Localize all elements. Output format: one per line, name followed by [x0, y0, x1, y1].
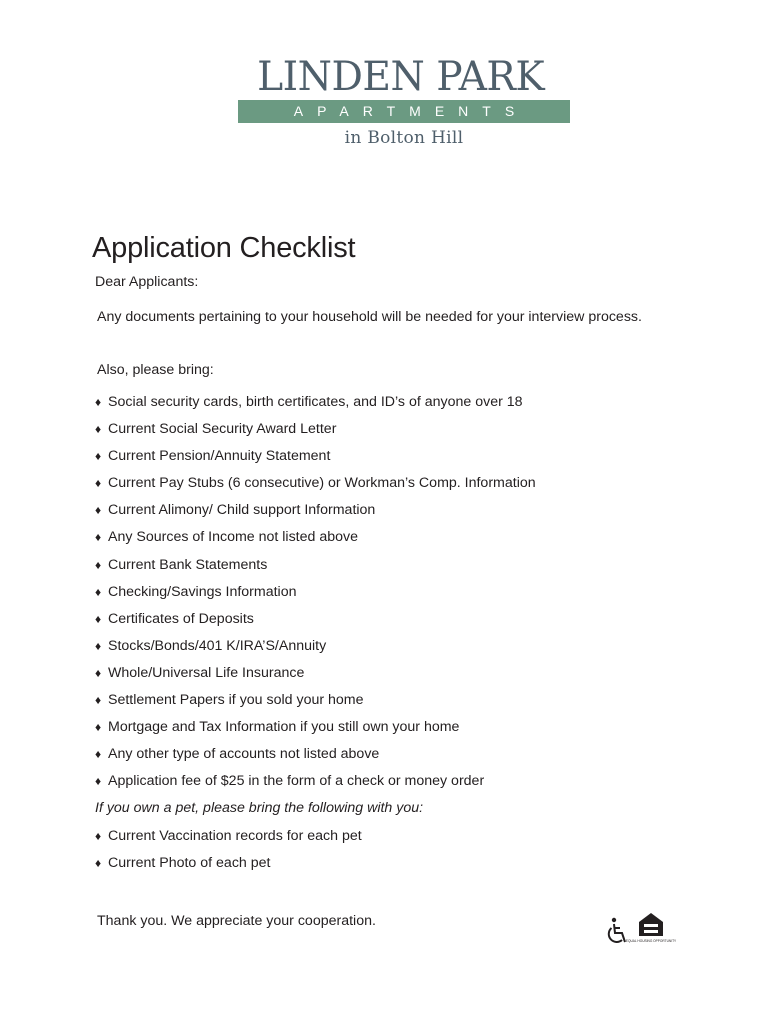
list-item: [95, 419, 536, 446]
logo: [238, 56, 570, 149]
list-item: [95, 717, 536, 744]
list-item-text: Current Pension/Annuity Statement: [108, 448, 331, 465]
list-item: [95, 500, 536, 527]
diamond-bullet-icon: ♦: [95, 476, 102, 491]
diamond-bullet-icon: ♦: [95, 530, 102, 545]
list-item: [95, 392, 536, 419]
pet-note: If you own a pet, please bring the following with you:: [95, 800, 424, 817]
list-item: [95, 446, 536, 473]
list-item-text: Current Bank Statements: [108, 556, 268, 573]
housing-caption: EQUAL HOUSING OPPORTUNITY: [625, 939, 677, 943]
list-item: [95, 853, 536, 880]
footer-icons: [606, 911, 677, 949]
list-item-text: Certificates of Deposits: [108, 610, 254, 627]
diamond-bullet-icon: ♦: [95, 720, 102, 735]
list-item: [95, 690, 536, 717]
intro-paragraph: Any documents pertaining to your household will be needed for your interview process.: [97, 309, 642, 325]
list-item-text: Social security cards, birth certificates, and ID’s of anyone over 18: [108, 394, 523, 410]
footer-icons-svg: [606, 911, 677, 949]
diamond-bullet-icon: ♦: [95, 855, 102, 870]
thanks-note: Thank you. We appreciate your cooperation.: [97, 913, 376, 929]
diamond-bullet-icon: ♦: [95, 395, 102, 409]
diamond-bullet-icon: ♦: [95, 828, 102, 843]
diamond-bullet-icon: ♦: [95, 638, 102, 653]
greeting: Dear Applicants:: [95, 274, 199, 290]
diamond-bullet-icon: ♦: [95, 557, 102, 572]
list-item: [95, 473, 536, 500]
list-item-text: Mortgage and Tax Information if you still own your home: [108, 719, 460, 736]
list-item-text: Current Alimony/ Child support Information: [108, 502, 376, 519]
diamond-bullet-icon: ♦: [95, 422, 102, 437]
logo-location: in Bolton Hill: [344, 128, 464, 148]
list-item-text: Settlement Papers if you sold your home: [108, 692, 364, 709]
also-bring-label: Also, please bring:: [97, 362, 214, 378]
equal-housing-opportunity-icon: [626, 913, 677, 943]
list-item: [95, 771, 536, 798]
list-item: [95, 609, 536, 636]
page-title: Application Checklist: [92, 232, 356, 265]
diamond-bullet-icon: ♦: [95, 774, 102, 789]
list-item: [95, 636, 536, 663]
list-item-text: Checking/Savings Information: [108, 583, 297, 600]
wheelchair-accessibility-icon: [609, 918, 625, 942]
diamond-bullet-icon: ♦: [95, 611, 102, 626]
list-item-text: Current Social Security Award Letter: [108, 421, 337, 438]
list-item-text: Any Sources of Income not listed above: [108, 529, 358, 546]
list-item-text: Current Pay Stubs (6 consecutive) or Workman’s Comp. Information: [108, 475, 536, 492]
list-item: [95, 744, 536, 771]
list-item-text: Current Photo of each pet: [108, 854, 271, 871]
list-item: [95, 582, 536, 609]
list-item-text: Any other type of accounts not listed above: [108, 746, 380, 763]
logo-band: APARTMENTS: [238, 100, 570, 123]
diamond-bullet-icon: ♦: [95, 584, 102, 599]
logo-name: LINDEN PARK: [257, 54, 545, 100]
diamond-bullet-icon: ♦: [95, 693, 102, 708]
diamond-bullet-icon: ♦: [95, 665, 102, 680]
list-item-text: Current Vaccination records for each pet: [108, 827, 362, 844]
list-item-text: Whole/Universal Life Insurance: [108, 664, 305, 681]
list-item-text: Stocks/Bonds/401 K/IRA’S/Annuity: [108, 637, 327, 654]
list-item: [95, 555, 536, 582]
diamond-bullet-icon: ♦: [95, 747, 102, 762]
list-item: [95, 527, 536, 554]
list-item: [95, 663, 536, 690]
diamond-bullet-icon: ♦: [95, 503, 102, 518]
diamond-bullet-icon: ♦: [95, 449, 102, 464]
list-item: [95, 826, 536, 853]
list-item-text: Application fee of $25 in the form of a check or money order: [108, 773, 485, 790]
checklist: [95, 392, 536, 880]
